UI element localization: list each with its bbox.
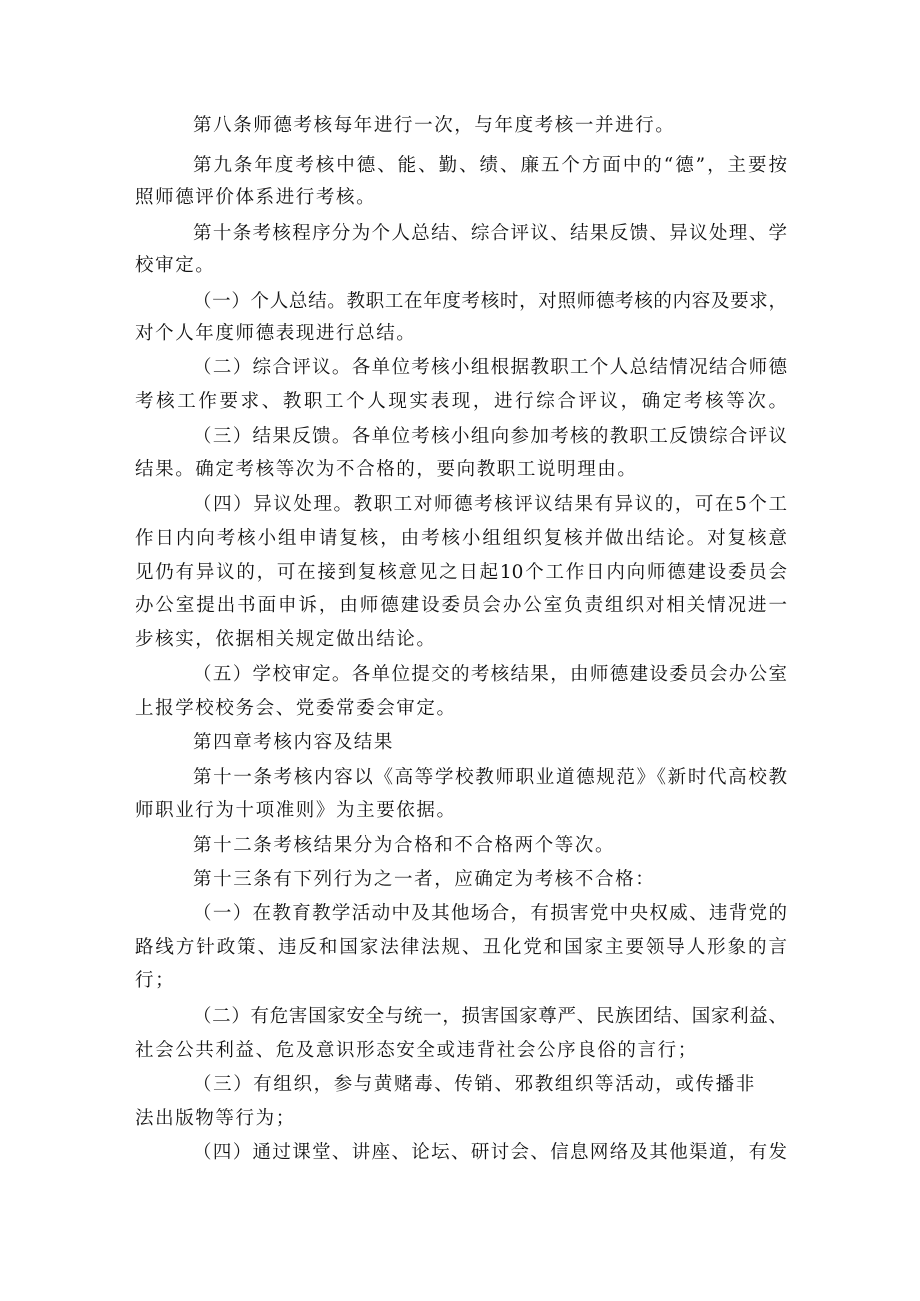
item-4-line2: 作日内向考核小组申请复核，由考核小组组织复核并做出结论。对复核意 — [135, 528, 787, 549]
art13-item-1-line1: （一）在教育教学活动中及其他场合，有损害党中央权威、违背党的 — [193, 903, 787, 924]
paragraph-art10-line1: 第十条考核程序分为个人总结、综合评议、结果反馈、异议处理、学 — [193, 223, 787, 244]
item-2-line2: 考核工作要求、教职工个人现实表现，进行综合评议，确定考核等次。 — [135, 391, 787, 412]
item-4-line3: 见仍有异议的，可在接到复核意见之日起10个工作日内向师德建设委员会 — [135, 562, 787, 583]
item-4-line4: 办公室提出书面申诉，由师德建设委员会办公室负责组织对相关情况进一 — [135, 595, 787, 616]
item-3-line2: 结果。确定考核等次为不合格的，要向教职工说明理由。 — [135, 459, 638, 480]
art13-item-3-line1: （三）有组织，参与黄赌毒、传销、邪教组织等活动，或传播非 — [193, 1074, 756, 1095]
paragraph-art12: 第十二条考核结果分为合格和不合格两个等次。 — [193, 835, 616, 856]
art13-item-2-line2: 社会公共利益、危及意识形态安全或违背社会公序良俗的言行； — [135, 1040, 698, 1061]
item-1-line2: 对个人年度师德表现进行总结。 — [135, 323, 417, 344]
item-4-line1: （四）异议处理。教职工对师德考核评议结果有异议的，可在5个工 — [193, 494, 787, 515]
paragraph-art11-line2: 师职业行为十项准则》为主要依据。 — [135, 800, 457, 821]
art13-item-2-line1: （二）有危害国家安全与统一，损害国家尊严、民族团结、国家利益、 — [193, 1006, 787, 1027]
paragraph-art9-line1: 第九条年度考核中德、能、勤、绩、廉五个方面中的“德”，主要按 — [193, 155, 787, 176]
paragraph-art8: 第八条师德考核每年进行一次，与年度考核一并进行。 — [193, 115, 676, 136]
chapter-4-heading: 第四章考核内容及结果 — [193, 732, 395, 753]
paragraph-art10-line2: 校审定。 — [135, 255, 216, 276]
item-4-line5: 步核实，依据相关规定做出结论。 — [135, 629, 437, 650]
item-5-line2: 上报学校校务会、党委常委会审定。 — [135, 698, 457, 719]
art13-item-1-line2: 路线方针政策、违反和国家法律法规、丑化党和国家主要领导人形象的言 — [135, 937, 787, 958]
item-5-line1: （五）学校审定。各单位提交的考核结果，由师德建设委员会办公室 — [193, 664, 787, 685]
paragraph-art11-line1: 第十一条考核内容以《高等学校教师职业道德规范》《新时代高校教 — [193, 767, 787, 788]
art13-item-1-line3: 行； — [135, 970, 176, 991]
item-2-line1: （二）综合评议。各单位考核小组根据教职工个人总结情况结合师德 — [193, 357, 787, 378]
item-1-line1: （一）个人总结。教职工在年度考核时，对照师德考核的内容及要求， — [193, 291, 787, 312]
paragraph-art9-line2: 照师德评价体系进行考核。 — [135, 187, 377, 208]
art13-item-3-line2: 法出版物等行为； — [135, 1108, 296, 1129]
art13-item-4-line1: （四）通过课堂、讲座、论坛、研讨会、信息网络及其他渠道，有发 — [193, 1142, 787, 1163]
item-3-line1: （三）结果反馈。各单位考核小组向参加考核的教职工反馈综合评议 — [193, 426, 787, 447]
paragraph-art13: 第十三条有下列行为之一者，应确定为考核不合格： — [193, 869, 656, 890]
